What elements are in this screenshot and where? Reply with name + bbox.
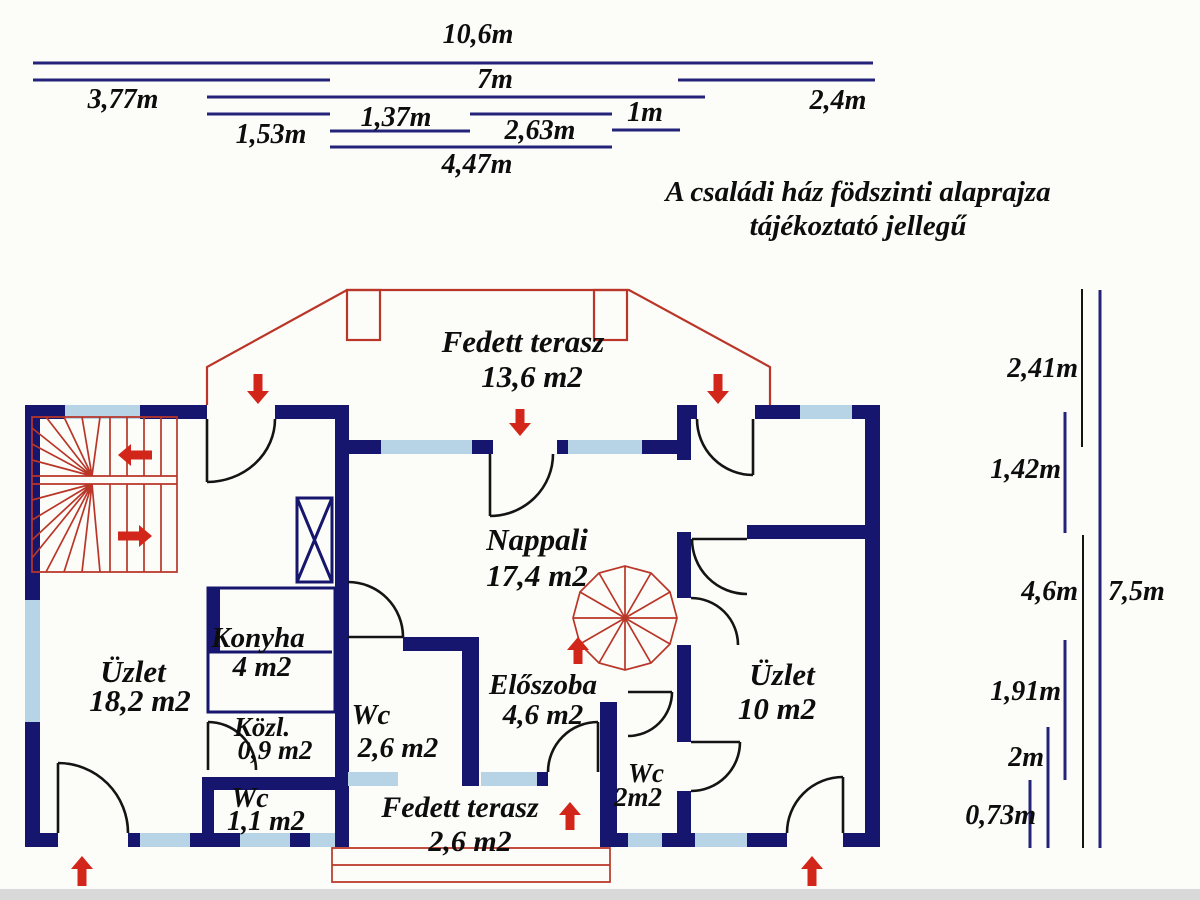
room-label-wc-left-area: 1,1 m2 xyxy=(227,806,305,837)
room-label-shop-right-name: Üzlet xyxy=(749,657,815,692)
room-label-kitchen-area: 4 m2 xyxy=(232,651,292,683)
dim-label-7-5m: 7,5m xyxy=(1108,576,1165,607)
room-labels xyxy=(89,324,816,858)
room-label-terrace-top-area: 13,6 m2 xyxy=(481,359,583,394)
room-label-corridor-name: Közl. xyxy=(233,712,291,742)
room-label-corridor-area: 0,9 m2 xyxy=(237,735,313,765)
room-label-wc-middle-name: Wc xyxy=(351,699,391,731)
dim-label-10-6m: 10,6m xyxy=(442,19,514,50)
dim-label-2-4m: 2,4m xyxy=(809,85,867,116)
dim-label-1-53m: 1,53m xyxy=(235,119,307,150)
drawing-title-line2: tájékoztató jellegű xyxy=(749,210,967,242)
dim-label-2-41m: 2,41m xyxy=(1007,353,1078,384)
dim-label-1-91m: 1,91m xyxy=(990,676,1061,707)
dim-label-1-42m: 1,42m xyxy=(990,454,1061,485)
entrance-arrow-terrace-bottom xyxy=(559,802,581,830)
terrace-post-left xyxy=(347,290,380,340)
room-label-wc-middle-area: 2,6 m2 xyxy=(357,732,439,764)
chimney-box xyxy=(297,498,332,582)
stair-direction-arrow-up xyxy=(118,444,152,466)
dim-label-2m: 2m xyxy=(1008,742,1044,773)
room-label-hallway-name: Előszoba xyxy=(489,669,597,701)
room-label-terrace-bottom-name: Fedett terasz xyxy=(381,791,539,824)
room-label-terrace-bottom-area: 2,6 m2 xyxy=(428,825,512,858)
room-label-wc-left-name: Wc xyxy=(231,783,269,814)
dim-label-7m: 7m xyxy=(477,64,513,95)
spiral-stair-treads xyxy=(573,566,677,670)
doors xyxy=(58,419,843,833)
top-dimension-rules xyxy=(33,63,875,147)
windows xyxy=(25,405,852,847)
drawing-title xyxy=(663,176,1050,242)
entrance-arrow-shop-left xyxy=(71,856,93,886)
chimney-x-symbol xyxy=(297,498,332,582)
entrance-arrow-terrace-left xyxy=(247,374,269,404)
room-label-terrace-top-name: Fedett terasz xyxy=(441,324,605,359)
entrance-arrow-terrace-middle xyxy=(509,409,531,436)
dim-label-4-6m: 4,6m xyxy=(1021,576,1078,607)
room-label-living-room-name: Nappali xyxy=(486,522,588,557)
room-label-shop-left-name: Üzlet xyxy=(100,654,166,689)
staircase xyxy=(32,417,177,572)
room-label-shop-right-area: 10 m2 xyxy=(737,691,817,726)
stair-direction-arrow-down xyxy=(118,525,152,547)
right-dimension-rules-black xyxy=(1082,289,1083,848)
room-label-kitchen-name: Konyha xyxy=(211,622,305,654)
bottom-gray-strip xyxy=(0,889,1200,900)
dim-label-3-77m: 3,77m xyxy=(87,84,159,115)
room-label-hallway-area: 4,6 m2 xyxy=(502,699,584,731)
dim-label-1m: 1m xyxy=(627,97,663,128)
room-label-wc-right-area: 2m2 xyxy=(613,782,663,812)
room-label-shop-left-area: 18,2 m2 xyxy=(89,683,191,718)
dim-label-2-63m: 2,63m xyxy=(504,115,576,146)
dim-label-1-37m: 1,37m xyxy=(360,102,432,133)
right-dimension-lines xyxy=(965,289,1165,848)
dim-label-0-73m: 0,73m xyxy=(965,800,1036,831)
drawing-title-line1: A családi ház födszinti alaprajza xyxy=(665,176,1051,208)
room-label-living-room-area: 17,4 m2 xyxy=(486,558,588,593)
room-label-wc-right-name: Wc xyxy=(628,758,664,788)
entrance-arrow-terrace-right xyxy=(707,374,729,404)
dim-label-4-47m: 4,47m xyxy=(441,149,513,180)
staircase-treads xyxy=(32,417,177,572)
top-dimension-lines xyxy=(33,19,875,180)
entrance-arrow-shop-right xyxy=(801,856,823,886)
